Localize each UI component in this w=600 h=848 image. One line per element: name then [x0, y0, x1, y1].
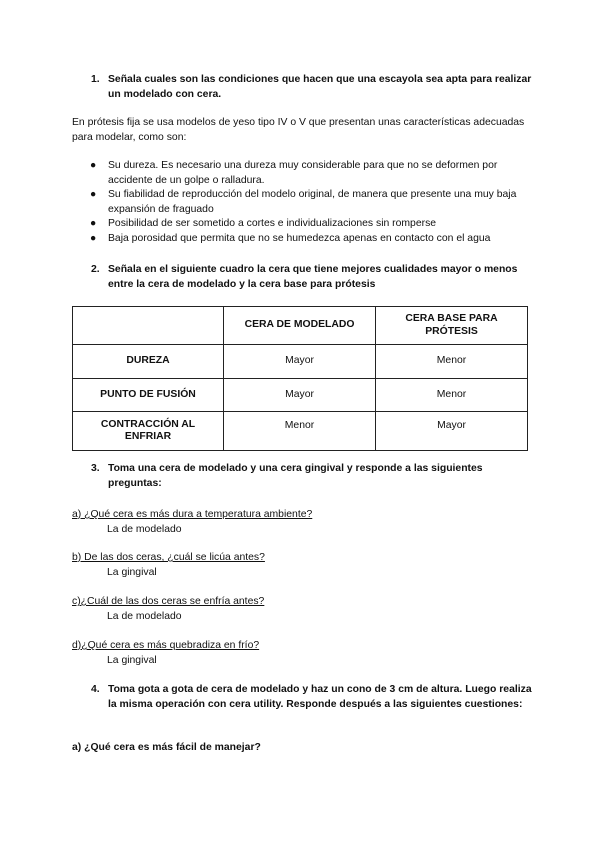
list-item: ● Su fiabilidad de reproducción del modelo original, de manera que presente una muy baja expansión de fraguado	[90, 189, 517, 215]
subquestion-b: b) De las dos ceras, ¿cuál se licúa antes?	[72, 552, 265, 563]
cell-base: Menor	[376, 379, 528, 412]
answer-b: La gingival	[107, 567, 157, 578]
question-4-number: 4.	[91, 684, 100, 695]
table-row	[73, 412, 528, 451]
row-label: CONTRACCIÓN AL ENFRIAR	[73, 412, 224, 451]
question-4-text: Toma gota a gota de cera de modelado y haz un cono de 3 cm de altura. Luego realiza la misma operación con cera utility. Responde después a las siguientes cuestiones:	[108, 684, 532, 710]
table-header-modelado: CERA DE MODELADO	[224, 307, 376, 345]
table-header-empty	[73, 307, 224, 345]
question-1-number: 1.	[91, 74, 100, 85]
table-row	[73, 379, 528, 412]
bullet-icon: ●	[90, 218, 97, 229]
question-1-text: Señala cuales son las condiciones que hacen que una escayola sea apta para realizar un modelado con cera.	[108, 74, 532, 100]
subquestion-a: a) ¿Qué cera es más dura a temperatura ambiente?	[72, 509, 313, 520]
table-header-base: CERA BASE PARA PRÓTESIS	[376, 307, 528, 345]
cell-modelado: Menor	[224, 412, 376, 451]
question-3-number: 3.	[91, 463, 100, 474]
cell-modelado: Mayor	[224, 379, 376, 412]
question-2-number: 2.	[91, 264, 100, 275]
intro-paragraph: En prótesis fija se usa modelos de yeso tipo IV o V que presentan unas características adecuadas para modelar, como son:	[72, 117, 525, 143]
answer-d: La gingival	[107, 655, 157, 666]
cell-base: Menor	[376, 345, 528, 379]
answer-a: La de modelado	[107, 524, 182, 535]
cell-modelado: Mayor	[224, 345, 376, 379]
conditions-list	[90, 159, 530, 246]
comparison-table	[72, 306, 528, 451]
table-header-row	[73, 307, 528, 345]
bullet-icon: ●	[90, 160, 97, 171]
cell-base: Mayor	[376, 412, 528, 451]
question-2-text: Señala en el siguiente cuadro la cera que tiene mejores cualidades mayor o menos entre la cera de modelado y la cera base para prótesis	[108, 264, 518, 290]
table-row	[73, 345, 528, 379]
list-item: ● Baja porosidad que permita que no se humedezca apenas en contacto con el agua	[90, 232, 530, 247]
bullet-icon: ●	[90, 232, 97, 244]
answer-c: La de modelado	[107, 611, 182, 622]
subquestion-c: c)¿Cuál de las dos ceras se enfría antes?	[72, 596, 265, 607]
question-3-text: Toma una cera de modelado y una cera gingival y responde a las siguientes preguntas:	[108, 463, 483, 489]
row-label: PUNTO DE FUSIÓN	[73, 379, 224, 412]
list-item: ● Posibilidad de ser sometido a cortes e individualizaciones sin romperse	[90, 217, 530, 232]
bullet-icon: ●	[90, 189, 97, 200]
list-item: ● Su dureza. Es necesario una dureza muy considerable para que no se deformen por accidente de un golpe o ralladura.	[90, 160, 498, 186]
row-label: DUREZA	[73, 345, 224, 379]
subquestion-d: d)¿Qué cera es más quebradiza en frío?	[72, 640, 260, 651]
question-4a: a) ¿Qué cera es más fácil de manejar?	[72, 742, 261, 753]
